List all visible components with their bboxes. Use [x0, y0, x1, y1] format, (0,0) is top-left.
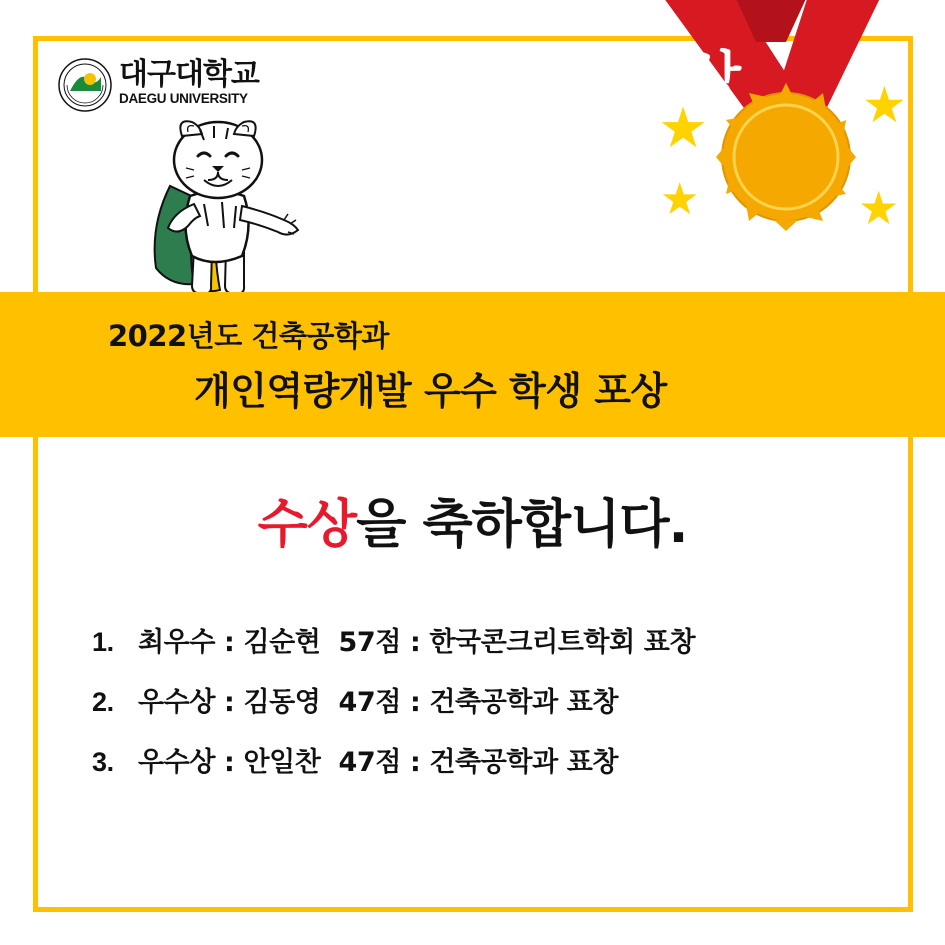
university-logo [57, 57, 297, 113]
headline-accent: 수상 [257, 495, 357, 555]
star-icon: ★ [658, 96, 709, 159]
award-number: 2. [92, 687, 114, 717]
list-item [92, 740, 872, 779]
university-name-en: DAEGU UNIVERSITY [119, 91, 248, 106]
tiger-mascot-icon [108, 108, 323, 303]
award-number: 1. [92, 627, 114, 657]
award-text: 최우수 : 김순현 57점 : 한국콘크리트학회 표창 [138, 627, 696, 658]
university-logo-text [119, 59, 259, 107]
congratulations-headline [0, 482, 945, 557]
banner-title: 개인역량개발 우수 학생 포상 [194, 369, 667, 413]
award-text: 우수상 : 김동영 47점 : 건축공학과 표창 [138, 687, 619, 718]
list-item [92, 680, 872, 719]
award-number: 3. [92, 747, 114, 777]
university-name-kr: 대구대학교 [119, 57, 259, 92]
medal-graphic [640, 0, 940, 250]
star-icon: ★ [660, 175, 700, 224]
university-seal-icon [57, 57, 113, 113]
title-banner [0, 292, 945, 437]
star-icon: ★ [862, 77, 907, 133]
award-list [92, 620, 872, 800]
list-item [92, 620, 872, 659]
banner-subtitle: 2022년도 건축공학과 [108, 319, 389, 353]
star-icon: ★ [858, 182, 900, 234]
medal-badge-label: 상 [686, 46, 742, 111]
award-text: 우수상 : 안일찬 47점 : 건축공학과 표창 [138, 747, 619, 778]
headline-rest: 을 축하합니다. [356, 495, 688, 555]
